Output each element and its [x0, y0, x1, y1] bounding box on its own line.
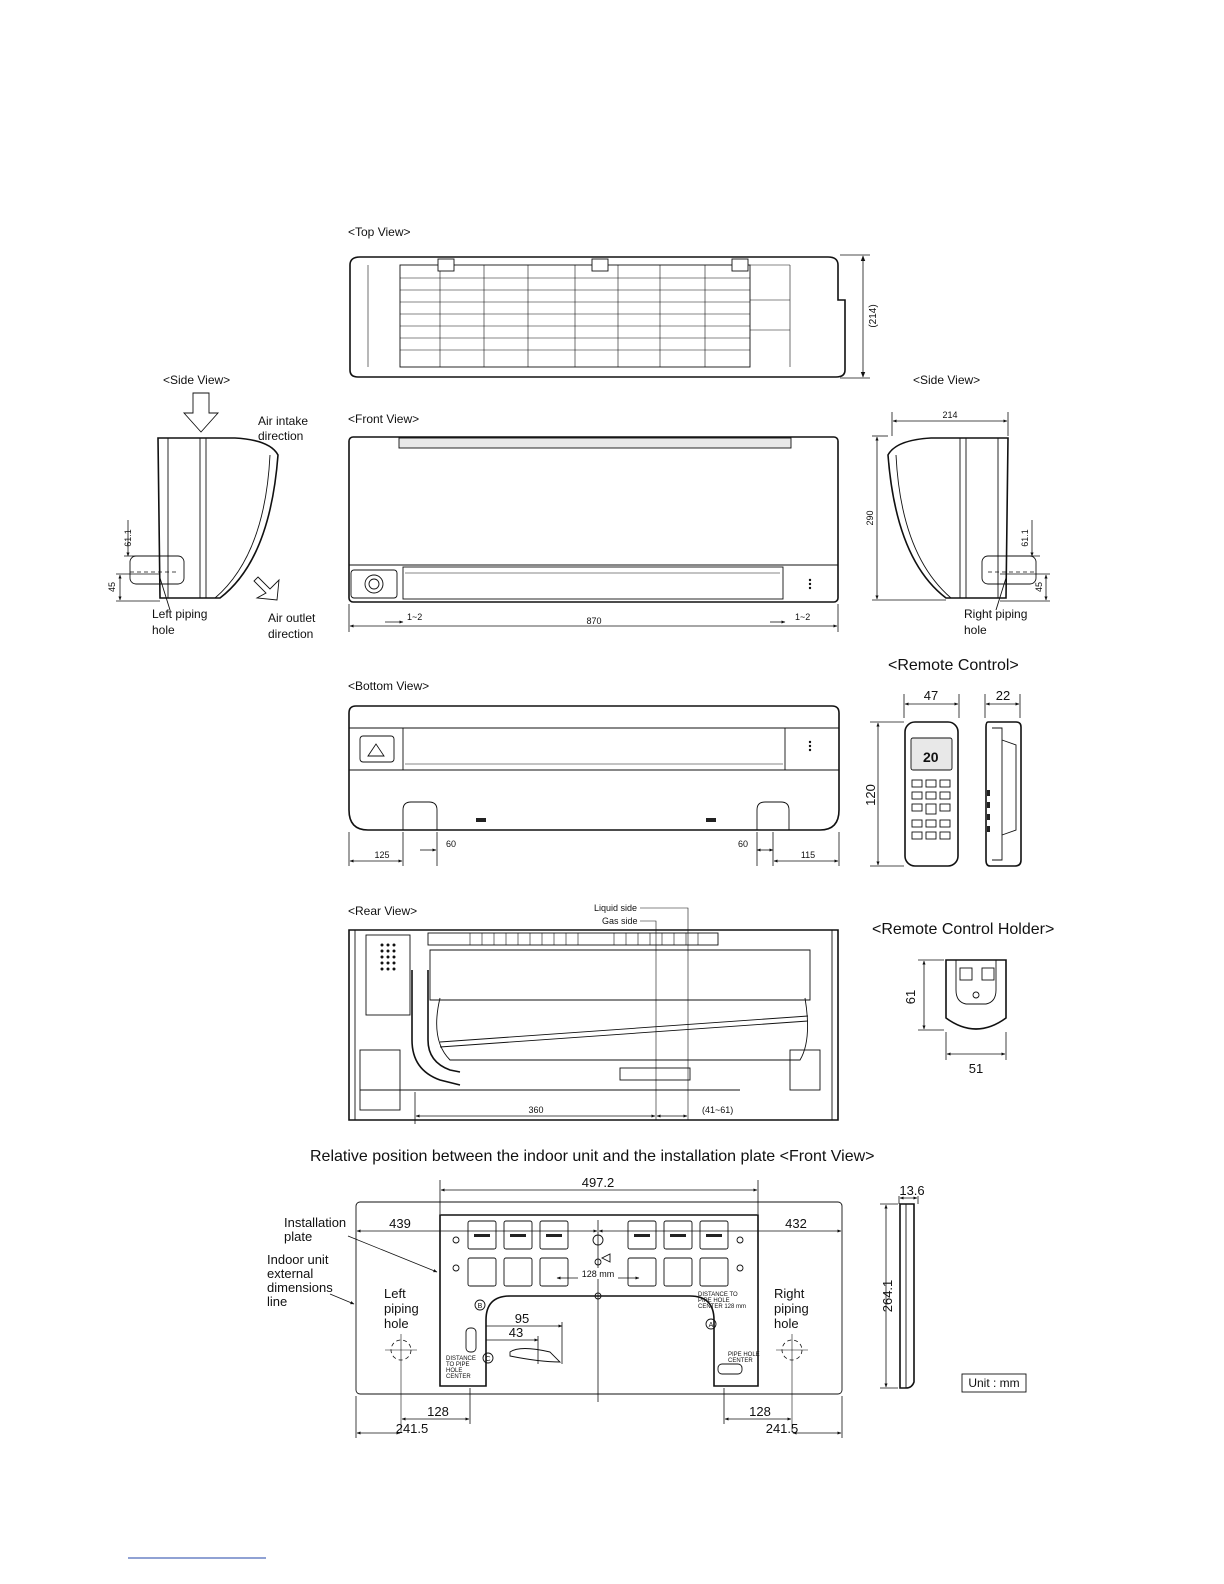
remote-holder	[872, 921, 1054, 1076]
top-depth-dim: (214)	[868, 304, 879, 328]
rear-view-title: <Rear View>	[348, 904, 418, 918]
left-45-dim: 45	[107, 581, 117, 593]
right-45-dim: 45	[1034, 581, 1044, 593]
plate-text-left-2: TO PIPE	[446, 1362, 470, 1368]
top-view	[348, 225, 879, 378]
indoor-unit-label-1: Indoor unit	[267, 1252, 329, 1267]
right-piping-label-2: hole	[964, 623, 987, 637]
bottom-view	[348, 679, 839, 866]
dim-241-left: 241.5	[395, 1421, 429, 1436]
holder-61-dim: 61	[903, 989, 918, 1005]
plate-side-profile	[900, 1204, 914, 1388]
left-side-view-title: <Side View>	[163, 373, 231, 387]
air-outlet-label-1: Air outlet	[268, 611, 316, 625]
plate-text-right-4: PIPE HOLE	[728, 1352, 760, 1358]
right-hole-label-3: hole	[774, 1316, 799, 1331]
remote-120-dim: 120	[863, 784, 878, 806]
front-view-title: <Front View>	[348, 412, 420, 426]
indoor-unit-label-3: dimensions	[267, 1280, 333, 1295]
left-piping-label-2: hole	[152, 623, 175, 637]
plate-text-right-2: PIPE HOLE	[698, 1298, 730, 1304]
remote-control	[863, 657, 1021, 866]
left-61-dim: 61.1	[123, 529, 133, 547]
marker-b: B	[477, 1303, 483, 1310]
left-hole-label-2: piping	[384, 1301, 419, 1316]
liquid-side-label: Liquid side	[594, 903, 638, 913]
plate-text-right-5: CENTER	[728, 1358, 753, 1364]
front-view	[348, 412, 838, 632]
rear-view	[348, 903, 838, 1124]
remote-holder-title: <Remote Control Holder>	[872, 921, 1055, 938]
right-side-view-title: <Side View>	[913, 373, 981, 387]
install-title: Relative position between the indoor unit and the installation plate <Front View>	[310, 1148, 875, 1165]
right-hole-label-2: piping	[774, 1301, 809, 1316]
left-side-view	[107, 373, 316, 641]
dim-43: 43	[508, 1325, 524, 1340]
top-view-title: <Top View>	[348, 225, 411, 239]
air-intake-label-2: direction	[258, 429, 304, 443]
bottom-60-right-dim: 60	[738, 839, 749, 849]
plate-text-right-3: CENTER 128 mm	[698, 1304, 747, 1310]
right-hole-label-1: Right	[774, 1286, 805, 1301]
remote-22-dim: 22	[995, 688, 1011, 703]
dim-432: 432	[785, 1216, 807, 1231]
plate-text-left-3: HOLE	[446, 1368, 463, 1374]
remote-display-temp: 20	[923, 749, 939, 765]
dim-439: 439	[389, 1216, 411, 1231]
remote-47-dim: 47	[923, 688, 939, 703]
right-side-view	[865, 373, 1050, 637]
air-outlet-arrow-icon	[254, 577, 279, 600]
air-intake-label-1: Air intake	[258, 414, 309, 428]
dim-128-right: 128	[749, 1404, 771, 1419]
left-hole-label-3: hole	[384, 1316, 409, 1331]
air-intake-arrow-icon	[184, 393, 218, 432]
dim-13-6: 13.6	[899, 1183, 925, 1198]
dim-128mm: 128 mm	[581, 1269, 615, 1279]
remote-control-title: <Remote Control>	[888, 657, 1019, 674]
bottom-view-title: <Bottom View>	[348, 679, 430, 693]
dim-497: 497.2	[581, 1175, 615, 1190]
air-outlet-label-2: direction	[268, 627, 314, 641]
bottom-115-dim: 115	[800, 850, 816, 860]
dim-128-left: 128	[427, 1404, 449, 1419]
dim-264: 264.1	[880, 1279, 895, 1313]
side-width-dim: 214	[942, 410, 958, 420]
dim-95: 95	[514, 1311, 530, 1326]
side-height-dim: 290	[865, 510, 875, 526]
rear-41-61-dim: (41~61)	[702, 1105, 734, 1115]
rear-360-dim: 360	[528, 1105, 544, 1115]
bottom-60-left-dim: 60	[446, 839, 457, 849]
unit-label: Unit : mm	[968, 1376, 1020, 1390]
front-left-gap-dim: 1~2	[407, 612, 423, 622]
install-plate-label-2: plate	[284, 1229, 313, 1244]
right-61-dim: 61.1	[1020, 529, 1030, 547]
installation-section	[267, 1148, 1026, 1438]
dim-241-right: 241.5	[765, 1421, 799, 1436]
gas-side-label: Gas side	[602, 916, 638, 926]
plate-text-left-1: DISTANCE	[446, 1356, 476, 1362]
plate-text-left-4: CENTER	[446, 1374, 471, 1380]
front-870-dim: 870	[586, 616, 602, 626]
bottom-125-dim: 125	[374, 850, 390, 860]
indoor-unit-label-2: external	[267, 1266, 314, 1281]
indoor-unit-label-4: line	[267, 1294, 288, 1309]
plate-text-right-1: DISTANCE TO	[698, 1292, 738, 1298]
left-hole-label-1: Left	[384, 1286, 406, 1301]
front-right-gap-dim: 1~2	[795, 612, 811, 622]
marker-c: C	[485, 1356, 491, 1363]
install-plate-label-1: Installation	[284, 1215, 347, 1230]
marker-a: A	[708, 1322, 714, 1329]
holder-51-dim: 51	[968, 1061, 984, 1076]
right-piping-label-1: Right piping	[964, 607, 1028, 621]
left-piping-label-1: Left piping	[152, 607, 208, 621]
